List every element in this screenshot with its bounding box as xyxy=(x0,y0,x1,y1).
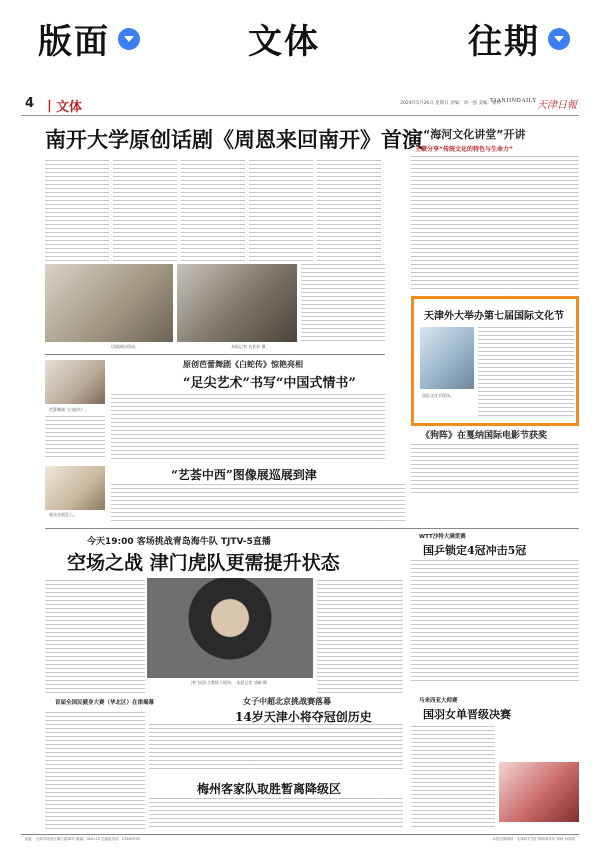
article-body-tjwu xyxy=(478,327,574,417)
article-body-hakka xyxy=(149,798,403,830)
exhibit-photo xyxy=(45,466,105,510)
tjwu-photo-caption: 国际文化节现场。 xyxy=(422,393,454,398)
ballet-photo xyxy=(45,360,105,404)
play-photo-credit: 本报记者 宣亚轩 摄 xyxy=(231,344,266,349)
article-subtitle-lecture: 王蒙分享“传统文化的特色与生命力” xyxy=(415,146,513,153)
badminton-photo xyxy=(499,762,579,822)
newspaper-logo: 天津日報 xyxy=(537,100,577,111)
article-headline-cannes[interactable]: 《狗阵》在戛纳国际电影节获奖 xyxy=(421,431,548,441)
article-headline-play[interactable]: 南开大学原创话剧《周恩来回南开》首演 xyxy=(45,127,423,152)
article-headline-badminton[interactable]: 国羽女单晋级决赛 xyxy=(423,708,511,721)
play-photo-caption: 话剧演出现场。 xyxy=(111,344,139,349)
article-headline-hakka[interactable]: 梅州客家队取胜暂离降级区 xyxy=(197,782,342,796)
article-body-ballet-2 xyxy=(111,394,385,460)
exhibit-photo-caption: 观众在展览上。 xyxy=(49,512,77,517)
footer-right-text: 本报法律顾问：天津四方君汇律师事务所 律师 何家明 xyxy=(492,837,575,841)
chevron-down-icon xyxy=(118,28,140,50)
ballet-photo-caption: 芭蕾舞剧《白蛇传》。 xyxy=(49,407,89,412)
past-issues-label: 往期 xyxy=(468,22,540,62)
layout-menu-label: 版面 xyxy=(38,22,110,62)
section-name: 丨文体 xyxy=(43,100,83,115)
article-kicker-volley: 女子中超北京挑战赛落幕 xyxy=(243,697,331,706)
brand-name: TIANJINDAILY xyxy=(489,98,537,104)
divider xyxy=(45,354,385,355)
article-kicker-badminton: 马来西亚大师赛 xyxy=(419,698,458,704)
article-body-play-2 xyxy=(301,264,385,342)
play-photo-1 xyxy=(45,264,173,342)
article-body-exhibit xyxy=(111,484,405,524)
section-title-label: 文体 xyxy=(248,22,320,62)
layout-menu-button[interactable] xyxy=(38,14,140,63)
article-kicker-wtt: WTT沙特大满贯赛 xyxy=(419,534,466,540)
article-headline-chess[interactable]: 首届全国民健身大赛（华北区）在津揭幕 xyxy=(55,700,155,706)
article-body-play xyxy=(45,160,385,262)
article-body-badminton xyxy=(411,726,495,830)
article-kicker-ballet: 原创芭蕾舞剧《白蛇传》惊艳亮相 xyxy=(183,360,303,369)
section-title[interactable] xyxy=(248,14,320,63)
page-number: 4 xyxy=(25,96,35,111)
page-masthead xyxy=(21,94,579,116)
article-body-wtt xyxy=(411,560,579,684)
article-kicker-tjtv: 今天19:00 客场挑战青岛海牛队 TJTV-5直播 xyxy=(87,537,271,547)
chevron-down-icon xyxy=(548,28,570,50)
article-body-cannes xyxy=(411,444,579,496)
article-body-tjtv xyxy=(45,580,145,696)
article-body-chess xyxy=(45,712,145,830)
article-headline-ballet[interactable]: “足尖艺术”书写“中国式情书” xyxy=(183,376,356,391)
article-headline-wtt[interactable]: 国乒锁定4冠冲击5冠 xyxy=(423,544,527,557)
article-headline-volley[interactable]: 14岁天津小将夺冠创历史 xyxy=(235,710,372,724)
article-headline-tjwu[interactable]: 天津外大举办第七届国际文化节 xyxy=(424,311,564,322)
tjwu-photo xyxy=(420,327,474,389)
page-footer xyxy=(21,834,579,844)
divider xyxy=(45,528,579,529)
past-issues-button[interactable] xyxy=(468,14,570,63)
footer-left-text: 地址：天津市河西区梅江道28号 邮编：300210 总编室电话：23602930 xyxy=(25,837,140,841)
article-body-ballet xyxy=(45,416,105,460)
article-headline-exhibit[interactable]: “艺荟中西”图像展巡展到津 xyxy=(171,468,317,482)
article-headline-tjtv[interactable]: 空场之战 津门虎队更需提升状态 xyxy=(67,552,340,574)
article-headline-lecture[interactable]: “海河文化讲堂”开讲 xyxy=(423,128,526,141)
coach-photo-caption: 津门虎队主教练于根伟。 本报记者 刘畅 摄 xyxy=(191,680,267,685)
top-navigation-bar xyxy=(0,0,600,82)
highlighted-article-box[interactable] xyxy=(411,296,579,426)
coach-photo xyxy=(147,578,313,678)
article-body-volley xyxy=(149,724,403,772)
play-photo-2 xyxy=(177,264,297,342)
article-body-lecture xyxy=(411,156,579,292)
article-body-tjtv-2 xyxy=(317,580,403,696)
issue-info: 2024年5月26日 星期日 责编：刘一强 美编：崔婷 xyxy=(400,101,501,106)
newspaper-page[interactable] xyxy=(21,82,579,847)
